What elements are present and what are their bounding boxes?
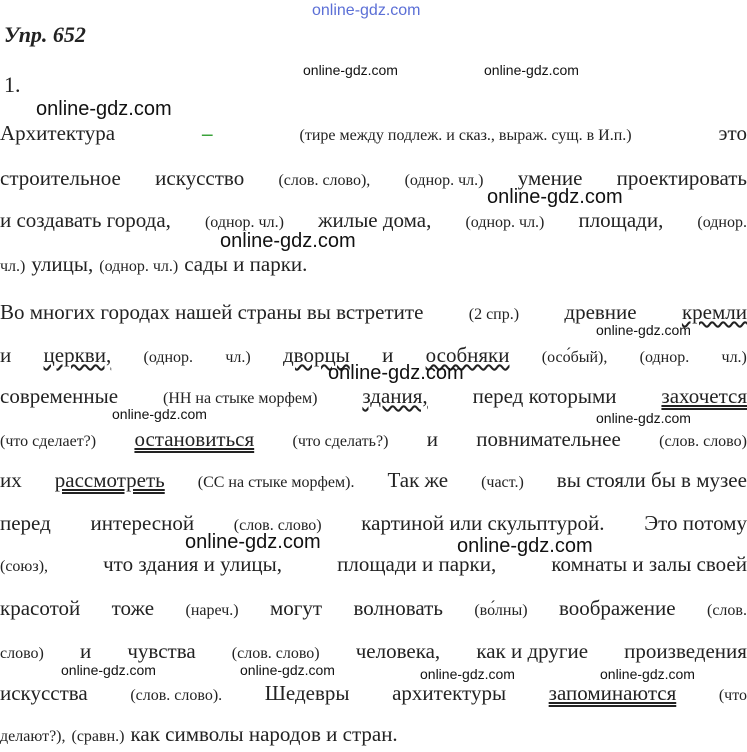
word: комнаты и залы своей [551,552,747,576]
note: (однор. чл.) [204,214,284,231]
text-line-8 [0,424,747,454]
watermark: online-gdz.com [112,406,207,422]
note: чл.) [721,349,747,366]
word-underlined: дворцы [282,343,350,367]
word-underlined: церкви, [43,343,112,367]
note: (однор. чл.) [404,172,484,189]
word: и [0,343,12,367]
watermark: online-gdz.com [61,662,156,678]
word: умение [517,166,583,190]
word: картиной или скульптурой. [361,511,605,535]
text-line-1 [0,118,747,148]
note: (союз), [0,558,49,575]
note: (однор. [143,349,194,366]
note: (однор. чл.) [465,214,545,231]
word: древние [564,300,637,324]
word: и [382,343,394,367]
word: искусства [0,681,88,705]
word: что здания и улицы, [103,552,283,576]
word: и создавать города, [0,208,171,232]
note: (что [718,687,747,704]
punctuation-dash: – [202,121,213,145]
note: (слов. [707,602,747,619]
note: (что сделает?) [0,433,97,450]
word: их [0,468,22,492]
word: человека, [355,639,441,663]
watermark: online-gdz.com [328,362,464,384]
word: Архитектура [0,121,116,145]
word: площади, [578,208,664,232]
word: могут [270,596,323,620]
word: как и другие [476,639,589,663]
word: тоже [111,596,155,620]
word: улицы, [31,252,94,276]
word: красотой [0,596,81,620]
note: чл.) [0,258,26,275]
note: слово) [0,645,44,662]
watermark: online-gdz.com [36,98,172,120]
word-underlined: кремли [681,300,747,324]
watermark: online-gdz.com [596,322,691,338]
word: как символы народов и стран. [130,722,398,746]
note: (что сделать?) [292,433,389,450]
word: современные [0,384,119,408]
word: и [426,427,438,451]
note: чл.) [225,349,251,366]
watermark: online-gdz.com [240,662,335,678]
text-line-9 [0,465,747,495]
watermark: online-gdz.com [487,186,623,208]
word-underlined: особняки [425,343,510,367]
text-line-12 [0,593,747,623]
watermark: online-gdz.com [185,531,321,553]
watermark: online-gdz.com [457,535,593,557]
word: сады и парки. [184,252,308,276]
exercise-title: Упр. 652 [4,22,86,47]
text-line-2 [0,163,747,193]
text-line-11 [0,549,747,579]
word: перед [0,511,51,535]
word: воображение [558,596,676,620]
word: это [718,121,747,145]
watermark: online-gdz.com [303,62,398,78]
watermark-top: online-gdz.com [312,2,421,19]
word: проектировать [616,166,747,190]
note: (слов. слово), [278,172,371,189]
text-line-14 [0,678,747,708]
note: (тире между подлеж. и сказ., выраж. сущ. в И.п.) [299,127,632,144]
text-line-15 [0,719,747,749]
item-number: 1. [4,72,21,97]
word: перед которыми [472,384,617,408]
word: и [79,639,92,663]
word-underlined: рассмотреть [54,468,165,492]
note: (СС на стыке морфем). [197,474,355,491]
word: Шедевры [264,681,350,705]
watermark: online-gdz.com [420,666,515,682]
word: интересной [90,511,195,535]
text-line-3 [0,205,747,235]
note: (однор. [639,349,690,366]
note: (во́лны) [474,602,528,619]
note: (однор. чл.) [99,258,179,275]
word: строительное [0,166,121,190]
word: Так же [387,468,449,492]
word: чувства [127,639,196,663]
note: (слов. слово) [233,517,322,534]
note: (слов. слово) [659,433,747,450]
word: повнимательнее [476,427,621,451]
word-underlined: остановиться [134,427,255,451]
watermark: online-gdz.com [220,230,356,252]
word: Во многих городах нашей страны вы встретите [0,300,424,324]
watermark: online-gdz.com [600,666,695,682]
word: волновать [353,596,443,620]
note: (слов. слово). [130,687,223,704]
watermark: online-gdz.com [596,410,691,426]
note: (осо́бый), [541,349,608,366]
word-underlined: здания, [362,384,428,408]
word: искусство [155,166,245,190]
note: (част.) [481,474,524,491]
word: Это потому [644,511,747,535]
note: (слов. слово) [231,645,320,662]
note: (НН на стыке морфем) [162,390,318,407]
text-line-4 [0,249,747,279]
word: жилые дома, [317,208,432,232]
note: делают?), [0,728,66,745]
word: архитектуры [392,681,507,705]
text-line-10 [0,508,747,538]
note: (нареч.) [185,602,239,619]
word: вы стояли бы в музее [556,468,747,492]
word-underlined: захочется [661,384,747,408]
word: произведения [624,639,747,663]
note: (однор. [697,214,747,231]
note: (сравн.) [71,728,125,745]
watermark: online-gdz.com [484,62,579,78]
note: (2 спр.) [468,306,520,323]
word: площади и парки, [337,552,497,576]
word-underlined: запоминаются [548,681,677,705]
